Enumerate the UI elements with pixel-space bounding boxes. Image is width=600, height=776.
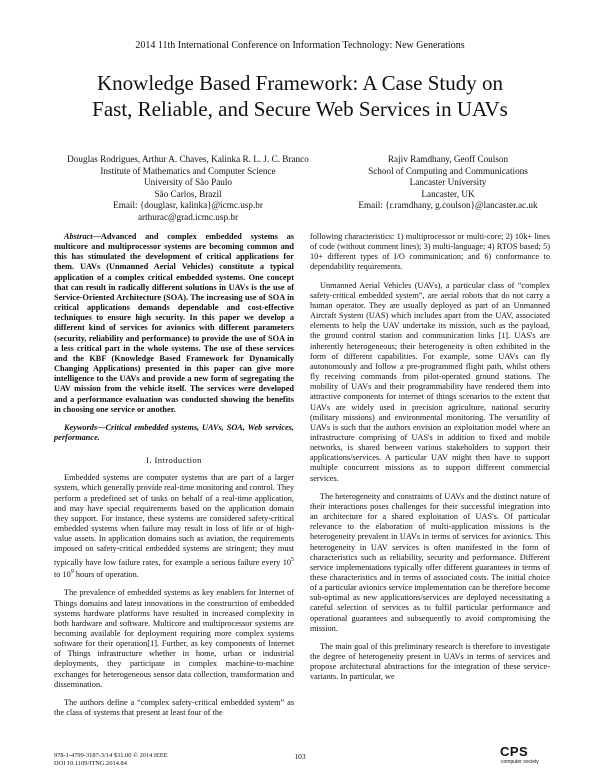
intro-text: hours of operation. bbox=[73, 570, 139, 580]
left-column bbox=[54, 232, 294, 726]
abstract bbox=[54, 232, 294, 415]
exponent: 9 bbox=[70, 569, 74, 576]
body-paragraph: following characteristics: 1) multiprocessor or multi-core; 2) 10k+ lines of code (without comment lines); 3) multi-language; 4) RTOS based; 5) 10+ different types of I/O communication; and 6) conformance to dependability requirements. bbox=[310, 232, 550, 272]
keywords bbox=[54, 423, 294, 443]
intro-paragraph-1 bbox=[54, 473, 294, 580]
logo-subtitle: computer society bbox=[501, 759, 539, 765]
body-paragraph: The main goal of this preliminary research is therefore to investigate the degree of heterogeneity present in UAVs in terms of services and propose architectural abstractions for the integration of these service-variants. In particular, we bbox=[310, 641, 550, 682]
body-paragraph: Unmanned Aerial Vehicles (UAVs), a particular class of “complex safety-critical embedded system”, are aerial robots that do not carry a human operator. They are usually deployed as part of an Unmanned Aircraft System (UAS) which includes apart from the UAV, associated elements to help the UAV undertake its mission, such as the payload, the ground control station and communication links [1]. UAS's are inherently heterogeneous; their heterogeneity is often exhibited in the form of different capabilities. For example, some UAVs can fly autonomously and follow a pre-programmed flight path, whilst others fly receiving commands from pilot-operated ground stations. The mobility of UAVs and their programmability have rendered them into attractive components for internet of things scenarios to the extent that UAVs are widely used in precision agriculture, national security (military missions) and environmental monitoring. The versatility of UAVs is such that the authors envision an exploitation model where an infrastructure comprising of UAS's in addition to fixed and mobile networks, is shared between various stakeholders to support their applications/services. A particular UAV might then have to support multiple concurrent missions as to support different commercial services. bbox=[310, 280, 550, 483]
author-email: Email: {douglasr, kalinka}@icmc.usp.br bbox=[113, 200, 263, 211]
exponent: 5 bbox=[291, 556, 294, 563]
paper-title bbox=[30, 70, 570, 122]
footer-doi: DOI 10.1109/ITNG.2014.84 bbox=[54, 760, 127, 767]
page-number: 103 bbox=[294, 752, 306, 761]
author-affiliation: Lancaster, UK bbox=[421, 188, 475, 199]
logo-mark: CPS bbox=[500, 744, 529, 759]
author-names: Rajiv Ramdhany, Geoff Coulson bbox=[387, 154, 509, 164]
abstract-lead: Abstract bbox=[64, 232, 93, 241]
author-affiliation: School of Computing and Communications bbox=[368, 165, 528, 176]
intro-paragraph-2: The prevalence of embedded systems as key enablers for Internet of Things domains and latest innovations in the construction of embedded systems hardware platforms have resulted in increased complexity in both hardware and software. Multicore and multiprocessor systems are becoming available for deployment requiring more complex systems software for their operation[1]. Further, as key components of Internet of Things infrastructure whether in home, urban or industrial deployments, they participate in complex machine-to-machine exchanges for heterogeneous sensor data collection, transformation and dissemination. bbox=[54, 588, 294, 689]
author-affiliation: São Carlos, Brazil bbox=[154, 188, 222, 199]
author-block-right bbox=[338, 154, 558, 212]
footer-isbn: 978-1-4799-3187-3/14 $31.00 © 2014 IEEE bbox=[54, 752, 168, 759]
title-line-2: Fast, Reliable, and Secure Web Services in UAVs bbox=[92, 97, 508, 121]
title-line-1: Knowledge Based Framework: A Case Study on bbox=[97, 71, 503, 95]
author-affiliation: Lancaster University bbox=[409, 177, 487, 188]
cps-logo bbox=[500, 744, 560, 772]
keywords-lead: Keywords bbox=[64, 422, 98, 432]
abstract-text: —Advanced and complex embedded systems as multicore and multiprocessor systems are becoming common and this has stimulated the development of critical applications for them. UAVs (Unmanned Aerial Vehicles) constitute a typical application of a complex critical embedded systems. One concept that can result in radically different solutions in UAVs is the use of Service-Oriented Architecture (SOA). The increasing use of SOA in critical applications demands dependable and cost-effective techniques to ensure high security. In this paper we develop a different kind of services for avionics with different parameters (security, reliability and performance) to provide the use of SOA in a less critical part in the whole systems. The use of these services and the KBF (Knowledge Based Framework for Dynamically Changing Applications) presented in this paper can give more intelligence to the UAVs and provide a new form of segregating the UAV mission from the vehicle itself. The services were developed and a performance evaluation was conducted showing the benefits in choosing one service or another. bbox=[54, 232, 294, 414]
author-affiliation: University of São Paulo bbox=[143, 177, 233, 188]
author-block-left bbox=[38, 154, 338, 224]
author-affiliation: Institute of Mathematics and Computer Science bbox=[100, 165, 276, 176]
intro-text: Embedded systems are computer systems that are part of a larger system, which generally provide real-time monitoring and control. They perform a predefined set of tasks on behalf of a real-time application, and may have special requirements based on the application domain they support. For instance, these systems are considered safety-critical embedded systems when failure may result in loss of life or of high-value assets. In application domains such as aviation, the requirements imposed on safety-critical embedded systems are stringent; they must typically have low failure rates, for example a serious failure every 10 bbox=[54, 473, 294, 567]
author-email: Email: {r.ramdhany, g.coulson}@lancaster.ac.uk bbox=[358, 200, 538, 211]
author-names: Douglas Rodrigues, Arthur A. Chaves, Kalinka R. L. J. C. Branco bbox=[67, 154, 309, 164]
intro-text: to 10 bbox=[54, 570, 71, 580]
author-email: arthurac@grad.icmc.usp.br bbox=[137, 211, 239, 222]
section-heading: I. Introduction bbox=[146, 455, 202, 466]
body-paragraph: The heterogeneity and constraints of UAVs and the distinct nature of their interactions poses challenges for their successful integration into an architecture for a shared exploitation of UAS's. Of particular relevance to the elaboration of multi-application missions is the heterogeneity prevalent in UAVs in terms of services for avionics. This heterogeneity in UAV services is often manifested in the form of characteristics such as reliability, security and performance. Different service implementations typically offer different guarantees in terms of these characteristics and in terms of associated costs. The initial choice of a particular avionics service implementation can be therefore become sub-optimal as new applications/services are deployed necessitating a careful selection of services as to fulfil particular performance and operational guarantees and subsequently to avoid compromising the mission. bbox=[310, 491, 550, 633]
intro-paragraph-3: The authors define a “complex safety-critical embedded system” as the class of systems that present at least four of the bbox=[54, 697, 294, 718]
right-column bbox=[310, 232, 550, 691]
conference-header: 2014 11th International Conference on Information Technology: New Generations bbox=[135, 40, 465, 51]
keywords-text: —Critical embedded systems, UAVs, SOA, Web services, performance. bbox=[54, 422, 294, 442]
